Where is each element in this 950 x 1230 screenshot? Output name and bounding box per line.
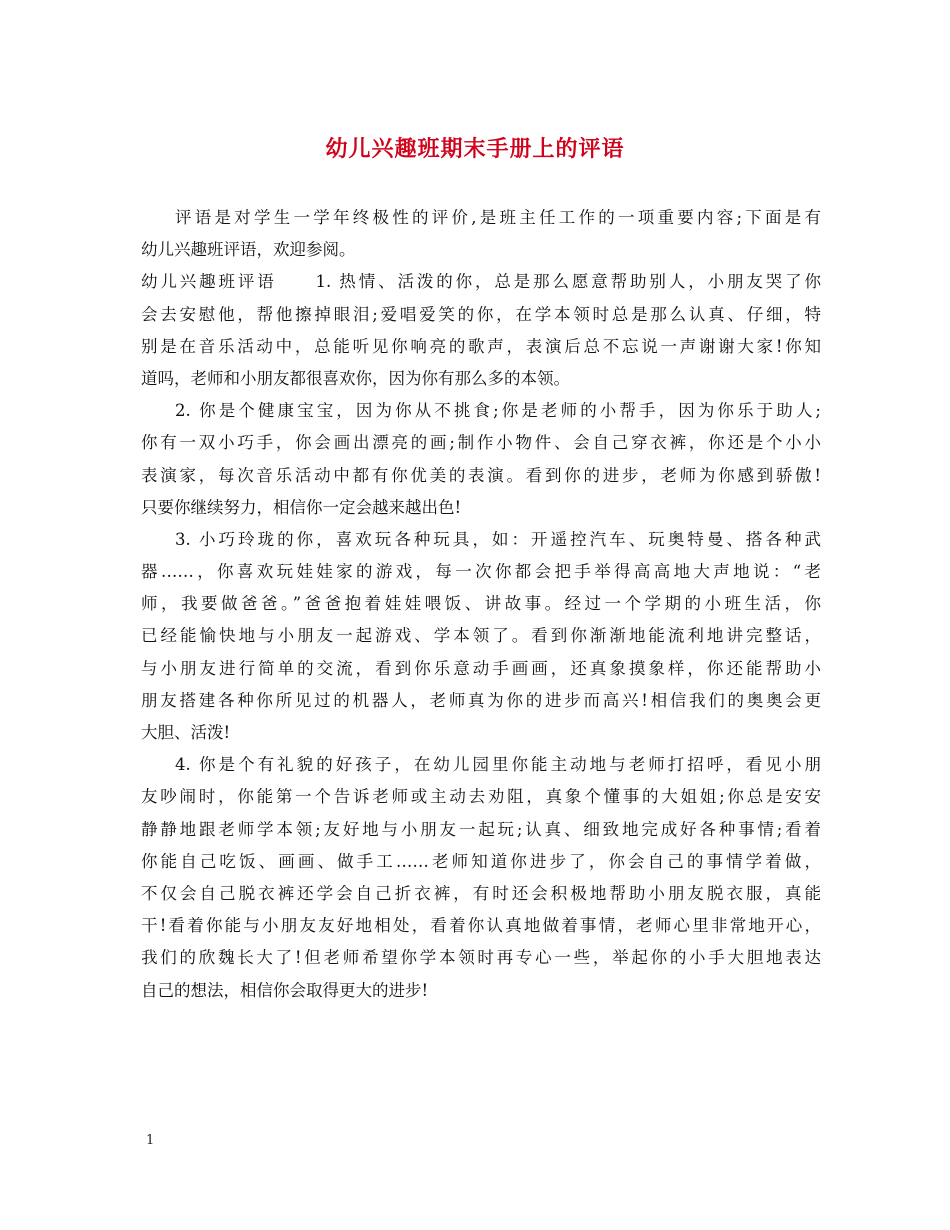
body-line: 3. 小巧玲珑的你，喜欢玩各种玩具，如：开遥控汽车、玩奥特曼、搭各种武: [175, 529, 821, 549]
body-line: 静静地跟老师学本领;友好地与小朋友一起玩;认真、细致地完成好各种事情;看着: [141, 819, 821, 839]
body-line: 友吵闹时，你能第一个告诉老师或主动去劝阻，真象个懂事的大姐姐;你总是安安: [141, 787, 821, 807]
body-line: 大胆、活泼!: [141, 723, 231, 742]
page-number: 1: [146, 1133, 155, 1148]
body-line: 你能自己吃饭、画画、做手工……老师知道你进步了，你会自己的事情学着做，: [141, 851, 821, 871]
body-line: 会去安慰他，帮他擦掉眼泪;爱唱爱笑的你，在学本领时总是那么认真、仔细，特: [141, 304, 821, 324]
body-line: 评语是对学生一学年终极性的评价,是班主任工作的一项重要内容;下面是有: [175, 208, 821, 227]
body-line: 不仅会自己脱衣裤还学会自己折衣裤，有时还会积极地帮助小朋友脱衣服，真能: [141, 883, 821, 903]
body-line: 已经能愉快地与小朋友一起游戏、学本领了。看到你渐渐地能流利地讲完整话，: [141, 626, 821, 646]
body-line: 师，我要做爸爸。”爸爸抱着娃娃喂饭、讲故事。经过一个学期的小班生活，你: [141, 594, 821, 614]
body-line: 我们的欣魏长大了!但老师希望你学本领时再专心一些，举起你的小手大胆地表达: [141, 948, 821, 968]
body-line: 幼儿兴趣班评语 1. 热情、活泼的你，总是那么愿意帮助别人，小朋友哭了你: [141, 272, 821, 292]
body-line: 只要你继续努力，相信你一定会越来越出色!: [141, 497, 462, 517]
body-line: 干!看着你能与小朋友友好地相处，看着你认真地做着事情，老师心里非常地开心，: [141, 916, 821, 936]
body-line: 你有一双小巧手，你会画出漂亮的画;制作小物件、会自己穿衣裤，你还是个小小: [141, 433, 821, 453]
body-line: 与小朋友进行简单的交流，看到你乐意动手画画，还真象摸象样，你还能帮助小: [141, 658, 821, 678]
body-line: 4. 你是个有礼貌的好孩子，在幼儿园里你能主动地与老师打招呼，看见小朋: [175, 755, 821, 775]
body-line: 朋友搭建各种你所见过的机器人，老师真为你的进步而高兴!相信我们的奥奥会更: [141, 690, 821, 710]
document-body: [141, 202, 821, 1007]
document-title: 幼儿兴趣班期末手册上的评语: [325, 136, 625, 162]
body-line: 2. 你是个健康宝宝，因为你从不挑食;你是老师的小帮手，因为你乐于助人;: [175, 401, 821, 421]
body-line: 别是在音乐活动中，总能听见你响亮的歌声，表演后总不忘说一声谢谢大家!你知: [141, 336, 821, 356]
body-line: 表演家，每次音乐活动中都有你优美的表演。看到你的进步，老师为你感到骄傲!: [141, 465, 821, 485]
body-line: 自己的想法，相信你会取得更大的进步!: [141, 980, 429, 1000]
body-line: 幼儿兴趣班评语，欢迎参阅。: [141, 240, 356, 260]
body-line: 器……，你喜欢玩娃娃家的游戏，每一次你都会把手举得高高地大声地说：“老: [141, 562, 821, 582]
body-line: 道吗，老师和小朋友都很喜欢你，因为你有那么多的本领。: [141, 368, 570, 388]
